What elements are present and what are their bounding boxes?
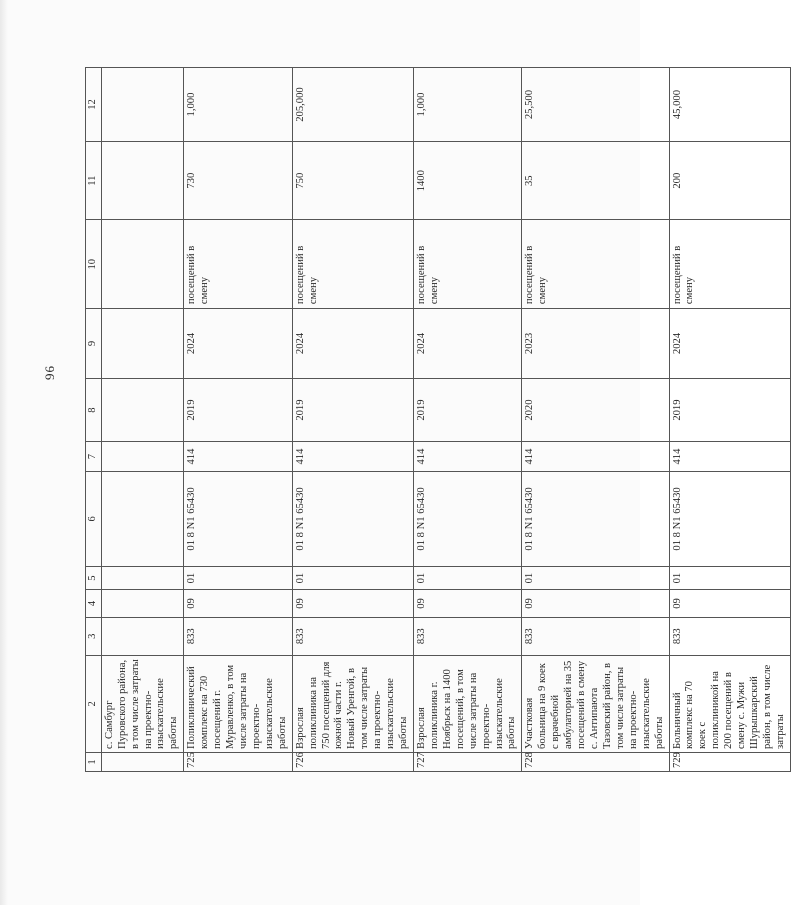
cell-col7: 414 <box>522 442 669 472</box>
cell-col4: 09 <box>522 590 669 617</box>
cell-col12 <box>101 68 184 142</box>
cell-col10: посещений в смену <box>292 220 413 309</box>
column-header: 1 <box>86 752 102 771</box>
cell-col8 <box>101 378 184 441</box>
cell-col5: 01 <box>522 566 669 589</box>
cell-col4: 09 <box>669 590 790 617</box>
object-name: Взрослая поликлиника на 750 посещений для южной части г. Новый Уренгой, в том числе затраты на проектно-изыскательские работы <box>292 655 413 752</box>
table-row <box>669 68 790 772</box>
cell-col6: 01 8 N1 65430 <box>184 471 292 566</box>
cell-col9: 2023 <box>522 309 669 379</box>
object-name: Поликлинический комплекс на 730 посещений г. Муравленко, в том числе затраты на проектно-изыскательские работы <box>184 655 292 752</box>
cell-col6: 01 8 N1 65430 <box>522 471 669 566</box>
table-row <box>292 68 413 772</box>
row-number <box>101 752 184 771</box>
cell-col6 <box>101 471 184 566</box>
row-number: 729 <box>669 752 790 771</box>
cell-col11: 1400 <box>414 142 522 220</box>
cell-col6: 01 8 N1 65430 <box>292 471 413 566</box>
cell-col3: 833 <box>522 617 669 655</box>
column-header: 12 <box>86 68 102 142</box>
object-name: с. Самбург Пуровского района, в том числе затраты на проектно-изыскательские работы <box>101 655 184 752</box>
column-header: 3 <box>86 617 102 655</box>
cell-col8: 2019 <box>292 378 413 441</box>
cell-col12: 25,500 <box>522 68 669 142</box>
cell-col12: 1,000 <box>184 68 292 142</box>
row-number: 727 <box>414 752 522 771</box>
column-header: 6 <box>86 471 102 566</box>
cell-col8: 2020 <box>522 378 669 441</box>
cell-col10: посещений в смену <box>414 220 522 309</box>
cell-col8: 2019 <box>669 378 790 441</box>
cell-col5: 01 <box>292 566 413 589</box>
cell-col9: 2024 <box>292 309 413 379</box>
cell-col7: 414 <box>292 442 413 472</box>
cell-col7: 414 <box>184 442 292 472</box>
cell-col11 <box>101 142 184 220</box>
table-row <box>184 68 292 772</box>
cell-col12: 205,000 <box>292 68 413 142</box>
object-name: Взрослая поликлиника г. Ноябрьск на 1400 посещений, в том числе затраты на проектно-изыскательские работы <box>414 655 522 752</box>
budget-table <box>85 67 791 772</box>
table-row <box>522 68 669 772</box>
cell-col10: посещений в смену <box>522 220 669 309</box>
cell-col9: 2024 <box>669 309 790 379</box>
object-name: Участковая больница на 9 коек с врачебной амбулаторией на 35 посещений в смену с. Антипаюта Тазовский район, в том числе затраты на проектно-изыскательские работы <box>522 655 669 752</box>
column-header: 2 <box>86 655 102 752</box>
column-header: 9 <box>86 309 102 379</box>
cell-col5: 01 <box>414 566 522 589</box>
cell-col11: 750 <box>292 142 413 220</box>
cell-col3: 833 <box>292 617 413 655</box>
cell-col6: 01 8 N1 65430 <box>669 471 790 566</box>
page-number: 96 <box>42 365 57 380</box>
row-number: 728 <box>522 752 669 771</box>
column-header: 11 <box>86 142 102 220</box>
cell-col6: 01 8 N1 65430 <box>414 471 522 566</box>
cell-col8: 2019 <box>184 378 292 441</box>
cell-col11: 730 <box>184 142 292 220</box>
row-number: 726 <box>292 752 413 771</box>
cell-col8: 2019 <box>414 378 522 441</box>
cell-col9 <box>101 309 184 379</box>
cell-col10: посещений в смену <box>184 220 292 309</box>
header-row <box>86 68 102 772</box>
cell-col5 <box>101 566 184 589</box>
rotated-sheet <box>0 45 786 775</box>
cell-col7: 414 <box>669 442 790 472</box>
column-header: 10 <box>86 220 102 309</box>
column-header: 8 <box>86 378 102 441</box>
cell-col11: 35 <box>522 142 669 220</box>
cell-col4: 09 <box>292 590 413 617</box>
cell-col4 <box>101 590 184 617</box>
column-header: 5 <box>86 566 102 589</box>
table-row <box>414 68 522 772</box>
cell-col9: 2024 <box>184 309 292 379</box>
row-number: 725 <box>184 752 292 771</box>
cell-col7 <box>101 442 184 472</box>
cell-col10: посещений в смену <box>669 220 790 309</box>
column-header: 4 <box>86 590 102 617</box>
cell-col12: 45,000 <box>669 68 790 142</box>
cell-col4: 09 <box>414 590 522 617</box>
cell-col3: 833 <box>669 617 790 655</box>
cell-col5: 01 <box>669 566 790 589</box>
cell-col5: 01 <box>184 566 292 589</box>
cell-col4: 09 <box>184 590 292 617</box>
cell-col12: 1,000 <box>414 68 522 142</box>
cell-col3 <box>101 617 184 655</box>
cell-col3: 833 <box>414 617 522 655</box>
table-row <box>101 68 184 772</box>
cell-col11: 200 <box>669 142 790 220</box>
cell-col3: 833 <box>184 617 292 655</box>
object-name: Больничный комплекс на 70 коек с поликлиникой на 200 посещений в смену с. Мужи Шурышкарский район, в том числе затраты <box>669 655 790 752</box>
column-header: 7 <box>86 442 102 472</box>
cell-col9: 2024 <box>414 309 522 379</box>
cell-col10 <box>101 220 184 309</box>
cell-col7: 414 <box>414 442 522 472</box>
